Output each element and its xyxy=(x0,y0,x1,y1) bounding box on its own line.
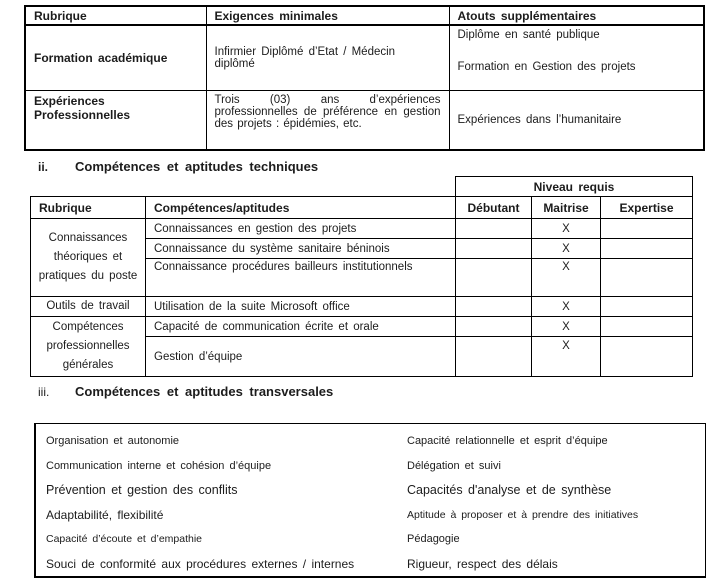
level-expertise-cell xyxy=(601,239,693,259)
rubrique-formation-academique: Formation académique xyxy=(25,25,206,90)
section-title: Compétences et aptitudes transversales xyxy=(75,384,334,399)
skill-label: Utilisation de la suite Microsoft office xyxy=(146,297,456,317)
atout-line: Diplôme en santé publique xyxy=(457,29,600,41)
header-competences-aptitudes: Compétences/aptitudes xyxy=(146,197,456,219)
atout-line: Formation en Gestion des projets xyxy=(457,61,636,73)
transversal-item: Délégation et suivi xyxy=(407,459,501,472)
transversal-item: Aptitude à proposer et à prendre des initiatives xyxy=(407,508,639,521)
transversal-item: Capacités d'analyse et de synthèse xyxy=(407,483,612,498)
level-debutant-cell xyxy=(456,337,532,377)
atouts-formation xyxy=(449,25,704,90)
header-atouts-supplementaires: Atouts supplémentaires xyxy=(449,6,704,25)
transversal-item: Pédagogie xyxy=(407,533,460,546)
level-debutant-cell xyxy=(456,317,532,337)
section-number: iii. xyxy=(38,385,50,399)
level-expertise-cell xyxy=(601,297,693,317)
level-debutant-cell xyxy=(456,219,532,239)
header-niveau-requis: Niveau requis xyxy=(456,177,693,197)
skill-label: Gestion d’équipe xyxy=(146,337,456,377)
skill-label: Connaissance du système sanitaire béninois xyxy=(146,239,456,259)
empty-cell xyxy=(31,177,146,197)
section-heading-techniques xyxy=(38,159,318,174)
level-maitrise-cell: X xyxy=(532,259,601,297)
skills-header-row xyxy=(31,197,693,219)
level-expertise-cell xyxy=(601,259,693,297)
skill-label: Capacité de communication écrite et orale xyxy=(146,317,456,337)
requirements-table xyxy=(24,5,705,151)
header-debutant: Débutant xyxy=(456,197,532,219)
level-debutant-cell xyxy=(456,297,532,317)
header-expertise: Expertise xyxy=(601,197,693,219)
group-connaissances-poste: Connaissances théoriques et pratiques du poste xyxy=(31,219,146,297)
rubrique-experiences-professionnelles: Expériences Professionnelles xyxy=(25,90,206,150)
transversal-item: Capacité relationnelle et esprit d’équipe xyxy=(407,435,608,448)
level-maitrise-cell: X xyxy=(532,337,601,377)
section-heading-transversales xyxy=(38,384,333,399)
level-debutant-cell xyxy=(456,259,532,297)
exigences-formation: Infirmier Diplômé d’Etat / Médecin diplômé xyxy=(206,25,449,90)
header-maitrise: Maitrise xyxy=(532,197,601,219)
level-maitrise-cell: X xyxy=(532,239,601,259)
level-debutant-cell xyxy=(456,239,532,259)
atouts-experiences: Expériences dans l’humanitaire xyxy=(449,90,704,150)
transversal-item: Communication interne et cohésion d’équipe xyxy=(46,459,272,472)
level-maitrise-cell: X xyxy=(532,317,601,337)
table-row xyxy=(31,297,693,317)
header-rubrique: Rubrique xyxy=(25,6,206,25)
section-number: ii. xyxy=(38,160,49,174)
section-title: Compétences et aptitudes techniques xyxy=(75,159,319,174)
exigences-experiences: Trois (03) ans d’expériences professionnelles de préférence en gestion des projets : épidémies, etc. xyxy=(206,90,449,150)
table-row xyxy=(31,317,693,337)
requirements-header-row xyxy=(25,6,704,25)
transversal-item: Capacité d’écoute et d’empathie xyxy=(46,533,203,546)
empty-cell xyxy=(146,177,456,197)
level-maitrise-cell: X xyxy=(532,219,601,239)
technical-skills-table xyxy=(30,176,693,377)
level-expertise-cell xyxy=(601,219,693,239)
skill-label: Connaissance procédures bailleurs institutionnels xyxy=(146,259,456,297)
transversal-item: Organisation et autonomie xyxy=(46,435,180,448)
level-expertise-cell xyxy=(601,337,693,377)
group-outils-de-travail: Outils de travail xyxy=(31,297,146,317)
table-row xyxy=(31,219,693,239)
table-row xyxy=(25,25,704,90)
skill-label: Connaissances en gestion des projets xyxy=(146,219,456,239)
niveau-requis-row xyxy=(31,177,693,197)
table-row xyxy=(25,90,704,150)
transversal-item: Rigueur, respect des délais xyxy=(407,556,558,571)
group-competences-generales: Compétences professionnelles générales xyxy=(31,317,146,377)
level-maitrise-cell: X xyxy=(532,297,601,317)
transversal-skills-table xyxy=(34,423,706,578)
header-exigences-minimales: Exigences minimales xyxy=(206,6,449,25)
level-expertise-cell xyxy=(601,317,693,337)
transversal-item: Prévention et gestion des conflits xyxy=(46,483,238,498)
transversal-item: Adaptabilité, flexibilité xyxy=(46,507,164,522)
header-rubrique: Rubrique xyxy=(31,197,146,219)
transversal-item: Souci de conformité aux procédures externes / internes xyxy=(46,556,355,571)
